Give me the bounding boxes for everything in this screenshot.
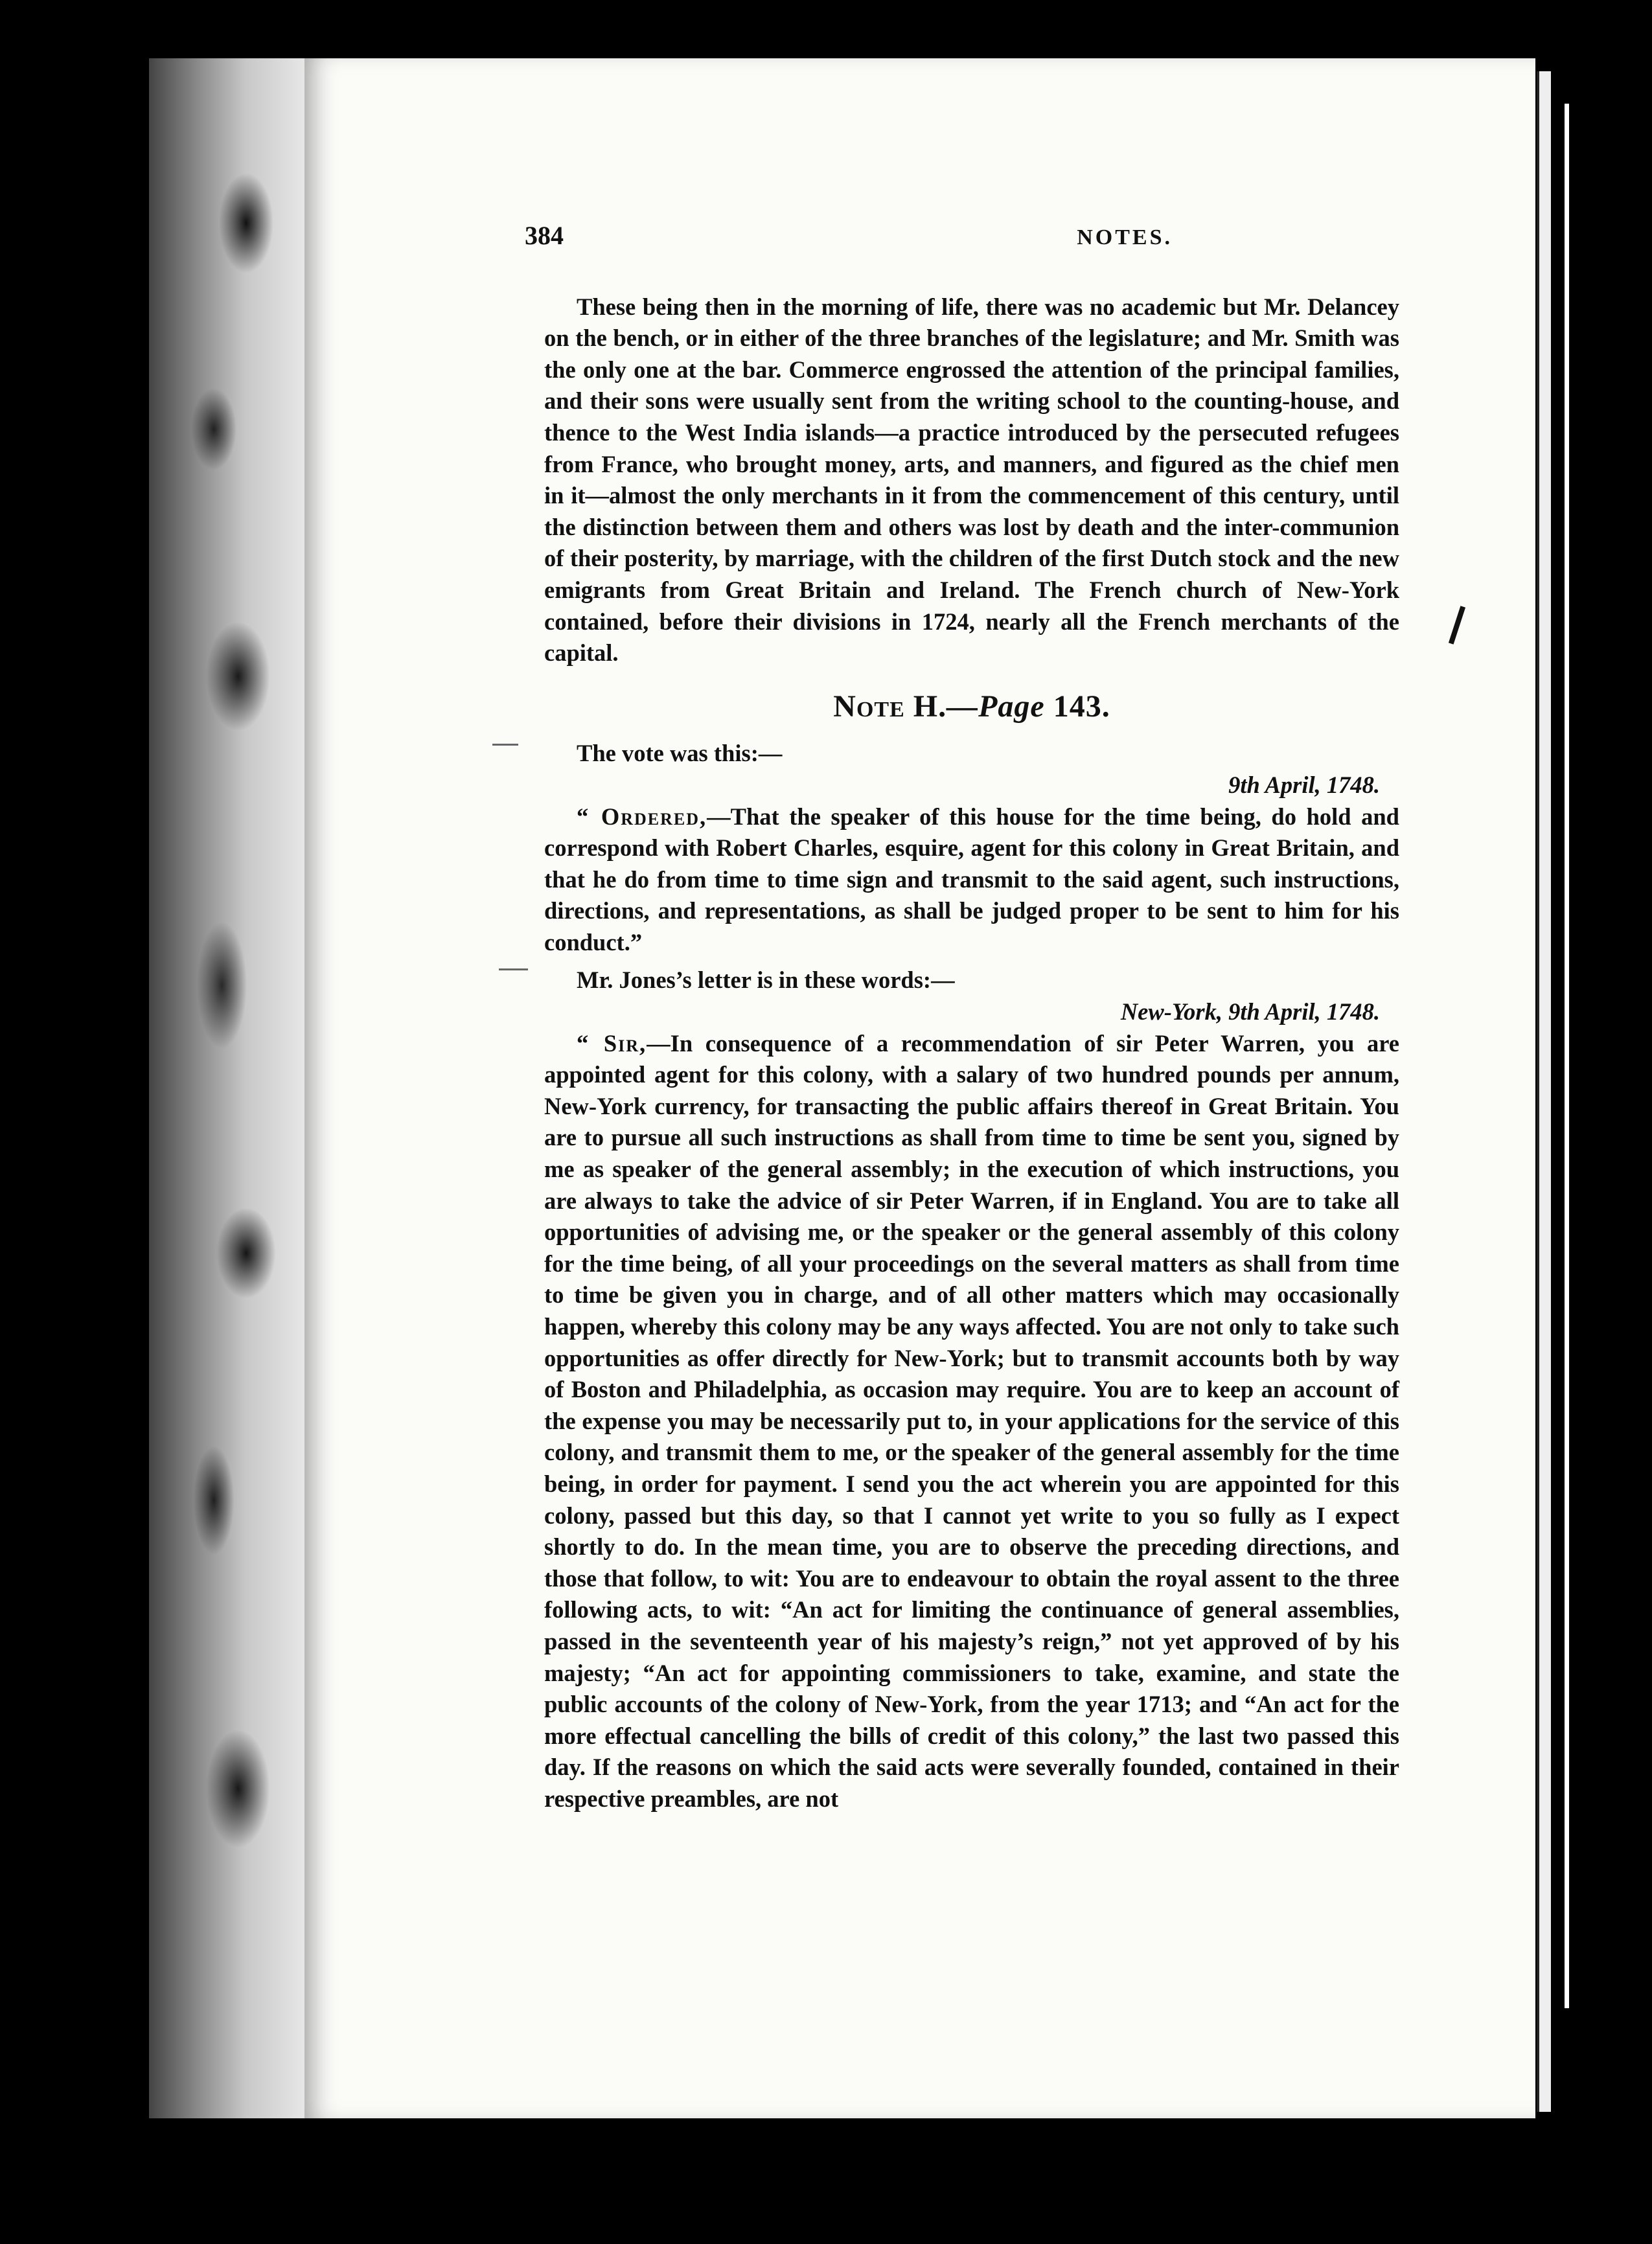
- letter-text: —In consequence of a recommendation of sir Peter Warren, you are appointed agent for this colony, with a salary of two hundred pounds per annum, New-York currency, for transacting the public affairs thereof in Great Britain. You are to pursue all such instructions as shall from time to time be sent you, signed by me as speaker of the general assembly; in the execution of which instructions, you are always to take the advice of sir Peter Warren, if in England. You are to take all opportunities of advising me, or the speaker or the general assembly of this colony for the time being, of all your proceedings on the several matters as shall from time to time be given you in charge, and of all other matters which may occasionally happen, whereby this colony may be any ways affected. You are not only to take such opportunities as offer directly for New-York; but to transmit accounts both by way of Boston and Philadelphia, as occasion may require. You are to keep an account of the expense you may be necessarily put to, in your applications for the service of this colony, and transmit them to me, or the speaker of the general assembly for the time being, in order for payment. I send you the act wherein you are appointed for this colony, passed but this day, so that I cannot yet write to you so fully as I expect shortly to do. In the mean time, you are to observe the preceding directions, and those that follow, to wit: You are to endeavour to obtain the royal assent to the three following acts, to wit: “An act for limiting the continuance of general assemblies, passed in the seventeenth year of his majesty’s reign,” not yet approved of by his majesty; “An act for appointing commissioners to take, examine, and state the public accounts of the colony of New-York, from the year 1713; and “An act for the more effectual cancelling the bills of credit of this colony,” the last two passed this day. If the reasons on which the said acts were severally founded, contained in their respective preambles, are not: [544, 1029, 1399, 1812]
- letter-date: New-York, 9th April, 1748.: [1120, 998, 1380, 1025]
- letter-paragraph: [544, 1028, 1399, 1815]
- running-title: NOTES.: [1077, 225, 1173, 249]
- vote-intro: The vote was this:—: [577, 740, 783, 767]
- note-label: Note H.: [833, 689, 947, 724]
- page-text: [525, 220, 1399, 1815]
- ordered-word: “ Ordered,: [577, 803, 707, 830]
- vote-date: 9th April, 1748.: [1228, 771, 1380, 798]
- book-binding-edge: [149, 58, 311, 2118]
- paragraph-1: These being then in the morning of life, there was no academic but Mr. Delancey on the bench, or in either of the three branches of the legislature; and Mr. Smith was the only one at the bar. Commerce engrossed the attention of the principal families, and their sons were usually sent from the writing school to the counting-house, and thence to the West India islands—a practice introduced by the persecuted refugees from France, who brought money, arts, and manners, and figured as the chief men in it—almost the only merchants in it from the commencement of this century, until the distinction between them and others was lost by death and the inter-communion of their posterity, by marriage, with the children of the first Dutch stock and the new emigrants from Great Britain and Ireland. The French church of New-York contained, before their divisions in 1724, nearly all the French merchants of the capital.: [544, 293, 1399, 667]
- page-header: [525, 220, 1173, 254]
- ordered-paragraph: [544, 801, 1399, 959]
- note-page-num: 143.: [1044, 689, 1110, 724]
- sir-word: “ Sir,: [577, 1029, 647, 1057]
- margin-dash: [499, 968, 528, 970]
- letter-intro: Mr. Jones’s letter is in these words:—: [577, 967, 955, 994]
- page-number: 384: [525, 221, 564, 250]
- scan-edge-rule: [1565, 104, 1569, 2008]
- note-heading: [544, 691, 1399, 723]
- ordered-text: —That the speaker of this house for the time being, do hold and correspond with Robert Charles, esquire, agent for this colony in Great Britain, and that he do from time to time sign and transmit to the said agent, such instructions, directions, and representations, as shall be judged proper to be sent to him for his conduct.”: [544, 803, 1399, 956]
- page-right-edge: [1537, 71, 1551, 2112]
- margin-dash: [492, 744, 518, 746]
- note-page-ref: —Page: [946, 689, 1045, 724]
